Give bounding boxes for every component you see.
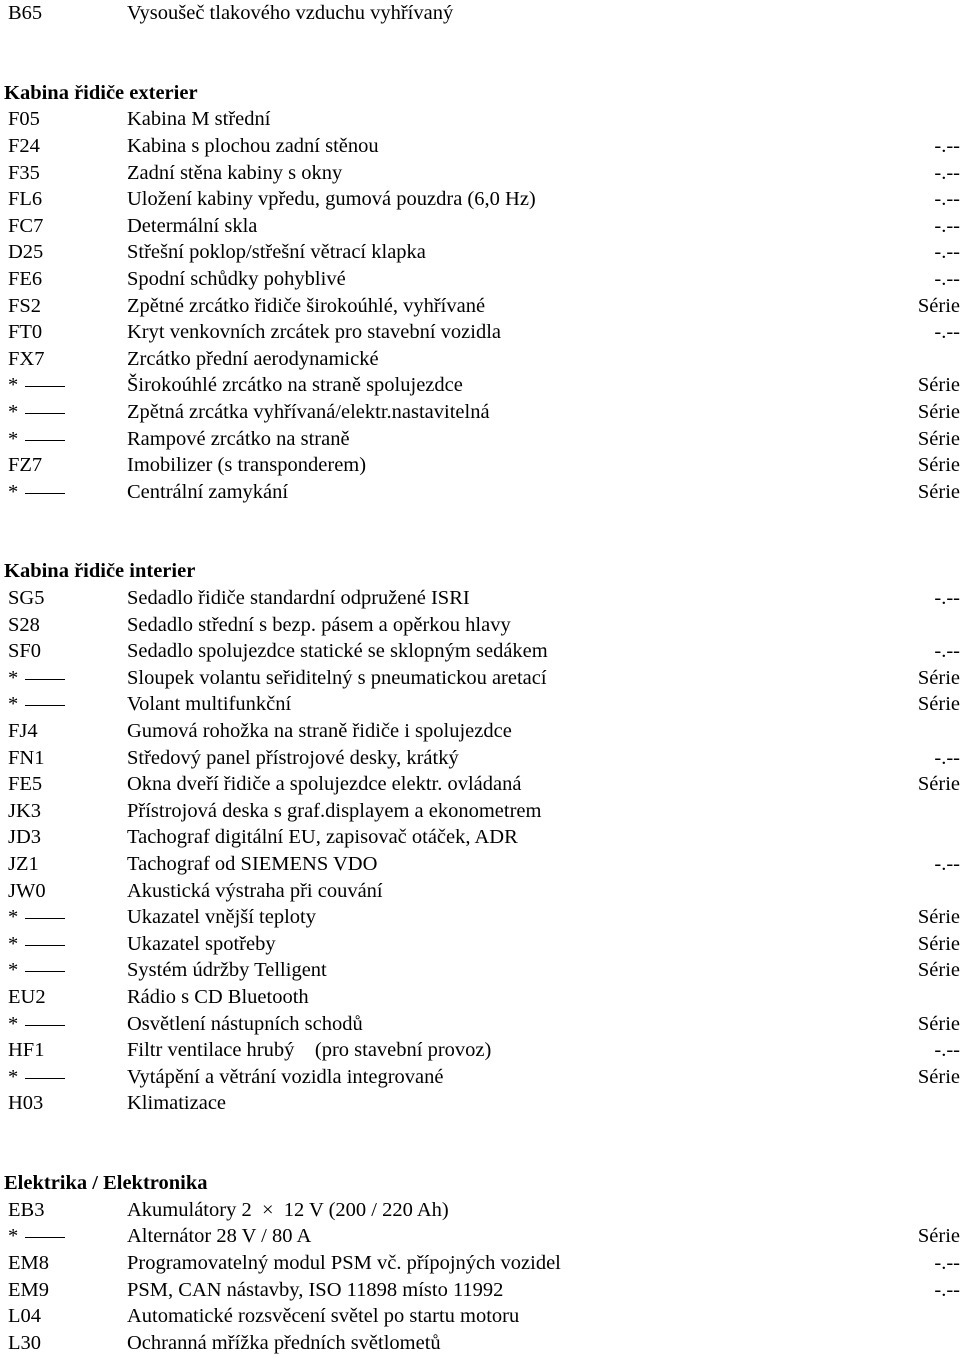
- table-row: [4, 319, 960, 346]
- row-value: -.--: [934, 214, 960, 237]
- table-row: [4, 824, 960, 851]
- table-row: [4, 1011, 960, 1038]
- table-row: [4, 239, 960, 266]
- row-description: Ochranná mřížka předních světlometů: [127, 1331, 441, 1354]
- table-row: [4, 691, 960, 718]
- table-row: [4, 106, 960, 133]
- row-description: Kabina M střední: [127, 108, 271, 131]
- placeholder-line: [25, 971, 65, 972]
- table-row: [4, 904, 960, 931]
- row-description: Spodní schůdky pohyblivé: [127, 267, 346, 290]
- row-description: Uložení kabiny vpředu, gumová pouzdra (6,0 Hz): [127, 188, 536, 211]
- row-value: -.--: [934, 1039, 960, 1062]
- row-description: Sedadlo řidiče standardní odpružené ISRI: [127, 587, 470, 610]
- row-value: Série: [917, 400, 960, 423]
- row-description: Středový panel přístrojové desky, krátký: [127, 746, 459, 769]
- row-code: FZ7: [8, 454, 43, 477]
- row-code: FC7: [8, 214, 44, 237]
- sections-container: [4, 27, 960, 1357]
- row-code: EM9: [8, 1278, 49, 1301]
- row-code: FL6: [8, 188, 43, 211]
- row-description: Kabina s plochou zadní stěnou: [127, 134, 379, 157]
- row-code: *: [8, 427, 19, 450]
- table-row: [4, 718, 960, 745]
- row-value: Série: [917, 294, 960, 317]
- row-code: SF0: [8, 640, 42, 663]
- row-value: -.--: [934, 746, 960, 769]
- table-row: [4, 585, 960, 612]
- row-description: Rampové zrcátko na straně: [127, 427, 350, 450]
- table-row: [4, 479, 960, 506]
- row-code: *: [8, 693, 19, 716]
- row-code: JK3: [8, 799, 42, 822]
- table-row: [4, 1303, 960, 1330]
- row-description: Zpětné zrcátko řidiče širokoúhlé, vyhřívané: [127, 294, 486, 317]
- placeholder-line: [25, 705, 65, 706]
- row-value: -.--: [934, 1278, 960, 1301]
- row-code: *: [8, 1012, 19, 1035]
- row-code: L30: [8, 1331, 42, 1354]
- table-row: [4, 638, 960, 665]
- row-code: FT0: [8, 321, 43, 344]
- row-description: Ukazatel spotřeby: [127, 932, 276, 955]
- table-row: [4, 878, 960, 905]
- row-code: EU2: [8, 985, 46, 1008]
- placeholder-line: [25, 679, 65, 680]
- row-code: FE5: [8, 773, 43, 796]
- row-value: -.--: [934, 853, 960, 875]
- row-code: *: [8, 666, 19, 689]
- placeholder-line: [25, 945, 65, 946]
- table-row: [4, 426, 960, 453]
- placeholder-line: [25, 918, 65, 919]
- row-description: Sedadlo spolujezdce statické se sklopným sedákem: [127, 640, 548, 663]
- row-value: Série: [917, 959, 960, 982]
- section-spacer: [4, 27, 960, 80]
- row-description: Vytápění a větrání vozidla integrované: [127, 1065, 444, 1088]
- row-code: FJ4: [8, 720, 38, 743]
- row-value: -.--: [934, 640, 960, 663]
- row-value: Série: [917, 666, 960, 689]
- row-description: Osvětlení nástupních schodů: [127, 1012, 363, 1035]
- row-value: -.--: [934, 1251, 960, 1274]
- table-row: [4, 1090, 960, 1117]
- row-code: L04: [8, 1305, 42, 1328]
- table-row: [4, 1064, 960, 1091]
- section-spacer: [4, 1117, 960, 1170]
- row-value: Série: [917, 480, 960, 503]
- placeholder-line: [25, 413, 65, 414]
- table-row: [4, 1223, 960, 1250]
- placeholder-line: [25, 493, 65, 494]
- row-description: Vysoušeč tlakového vzduchu vyhřívaný: [127, 2, 454, 24]
- row-value: -.--: [934, 241, 960, 264]
- table-row: [4, 1330, 960, 1357]
- table-row: [4, 133, 960, 160]
- section-spacer: [4, 505, 960, 558]
- row-description: Gumová rohožka na straně řidiče i spolujezdce: [127, 720, 512, 743]
- section-heading: Kabina řidiče interier: [4, 560, 196, 583]
- row-code: S28: [8, 613, 40, 636]
- row-description: Akumulátory 2 × 12 V (200 / 220 Ah): [127, 1198, 449, 1221]
- row-description: Centrální zamykání: [127, 480, 289, 503]
- row-description: Automatické rozsvěcení světel po startu motoru: [127, 1305, 520, 1328]
- row-code: EB3: [8, 1198, 45, 1221]
- table-row: [4, 346, 960, 373]
- row-code: B65: [8, 2, 43, 24]
- table-row: [4, 957, 960, 984]
- table-row: [4, 984, 960, 1011]
- table-row: [4, 665, 960, 692]
- table-row: [4, 452, 960, 479]
- table-row: [4, 1277, 960, 1304]
- row-description: Zadní stěna kabiny s okny: [127, 161, 343, 184]
- row-value: Série: [917, 693, 960, 716]
- row-description: Akustická výstraha při couvání: [127, 879, 383, 902]
- row-code: FS2: [8, 294, 42, 317]
- row-code: FE6: [8, 267, 43, 290]
- table-row: [4, 160, 960, 187]
- row-value: -.--: [934, 134, 960, 157]
- row-code: *: [8, 400, 19, 423]
- row-value: -.--: [934, 321, 960, 344]
- row-description: Sedadlo střední s bezp. pásem a opěrkou hlavy: [127, 613, 511, 636]
- placeholder-line: [25, 1237, 65, 1238]
- row-description: Klimatizace: [127, 1092, 227, 1115]
- row-value: Série: [917, 1012, 960, 1035]
- table-row: [4, 266, 960, 293]
- row-description: Filtr ventilace hrubý (pro stavební provoz): [127, 1039, 492, 1062]
- table-row: [4, 213, 960, 240]
- row-description: Širokoúhlé zrcátko na straně spolujezdce: [127, 374, 463, 397]
- row-description: Rádio s CD Bluetooth: [127, 985, 309, 1008]
- row-description: Zrcátko přední aerodynamické: [127, 347, 379, 370]
- row-description: Systém údržby Telligent: [127, 959, 327, 982]
- row-value: Série: [917, 1065, 960, 1088]
- row-code: EM8: [8, 1251, 49, 1274]
- row-code: *: [8, 480, 19, 503]
- row-description: Imobilizer (s transponderem): [127, 454, 367, 477]
- row-description: Tachograf od SIEMENS VDO: [127, 853, 378, 875]
- row-value: -.--: [934, 188, 960, 211]
- table-row: [4, 612, 960, 639]
- row-description: Střešní poklop/střešní větrací klapka: [127, 241, 426, 264]
- row-description: Programovatelný modul PSM vč. přípojných vozidel: [127, 1251, 561, 1274]
- section-heading: Elektrika / Elektronika: [4, 1172, 208, 1195]
- row-code: *: [8, 959, 19, 982]
- row-code: FN1: [8, 746, 45, 769]
- row-value: -.--: [934, 161, 960, 184]
- row-value: Série: [917, 773, 960, 796]
- row-value: Série: [917, 454, 960, 477]
- row-description: Determální skla: [127, 214, 258, 237]
- table-row: [4, 1037, 960, 1064]
- row-code: F05: [8, 108, 40, 131]
- row-description: Okna dveří řidiče a spolujezdce elektr. ovládaná: [127, 773, 522, 796]
- row-code: *: [8, 374, 19, 397]
- row-code: JD3: [8, 826, 42, 849]
- table-row: [4, 1250, 960, 1277]
- placeholder-line: [25, 1078, 65, 1079]
- row-value: Série: [917, 1225, 960, 1248]
- row-value: Série: [917, 427, 960, 450]
- row-description: Přístrojová deska s graf.displayem a ekonometrem: [127, 799, 542, 822]
- table-row: [4, 399, 960, 426]
- row-description: Kryt venkovních zrcátek pro stavební vozidla: [127, 321, 501, 344]
- placeholder-line: [25, 386, 65, 387]
- row-description: Alternátor 28 V / 80 A: [127, 1225, 312, 1248]
- row-code: *: [8, 1065, 19, 1088]
- row-value: Série: [917, 374, 960, 397]
- table-row: [4, 293, 960, 320]
- row-description: Ukazatel vnější teploty: [127, 906, 316, 929]
- row-value: -.--: [934, 587, 960, 610]
- table-row: [4, 931, 960, 958]
- row-code: D25: [8, 241, 44, 264]
- section-heading: Kabina řidiče exterier: [4, 81, 198, 104]
- table-row: [4, 851, 960, 878]
- row-code: SG5: [8, 587, 45, 610]
- row-code: JW0: [8, 879, 46, 902]
- row-code: F35: [8, 161, 40, 184]
- top-row: [4, 0, 960, 27]
- row-code: FX7: [8, 347, 45, 370]
- placeholder-line: [25, 440, 65, 441]
- row-code: F24: [8, 134, 40, 157]
- row-value: Série: [917, 932, 960, 955]
- row-value: -.--: [934, 267, 960, 290]
- row-code: *: [8, 906, 19, 929]
- row-description: Sloupek volantu seřiditelný s pneumatickou aretací: [127, 666, 547, 689]
- row-code: JZ1: [8, 853, 39, 875]
- table-row: [4, 1197, 960, 1224]
- row-code: HF1: [8, 1039, 45, 1062]
- row-description: PSM, CAN nástavby, ISO 11898 místo 11992: [127, 1278, 504, 1301]
- table-row: [4, 372, 960, 399]
- row-code: H03: [8, 1092, 44, 1115]
- table-row: [4, 771, 960, 798]
- table-row: [4, 186, 960, 213]
- table-row: [4, 798, 960, 825]
- row-description: Zpětná zrcátka vyhřívaná/elektr.nastavitelná: [127, 400, 490, 423]
- row-description: Volant multifunkční: [127, 693, 292, 716]
- placeholder-line: [25, 1025, 65, 1026]
- row-code: *: [8, 1225, 19, 1248]
- row-code: *: [8, 932, 19, 955]
- row-value: Série: [917, 906, 960, 929]
- table-row: [4, 745, 960, 772]
- row-description: Tachograf digitální EU, zapisovač otáček, ADR: [127, 826, 518, 849]
